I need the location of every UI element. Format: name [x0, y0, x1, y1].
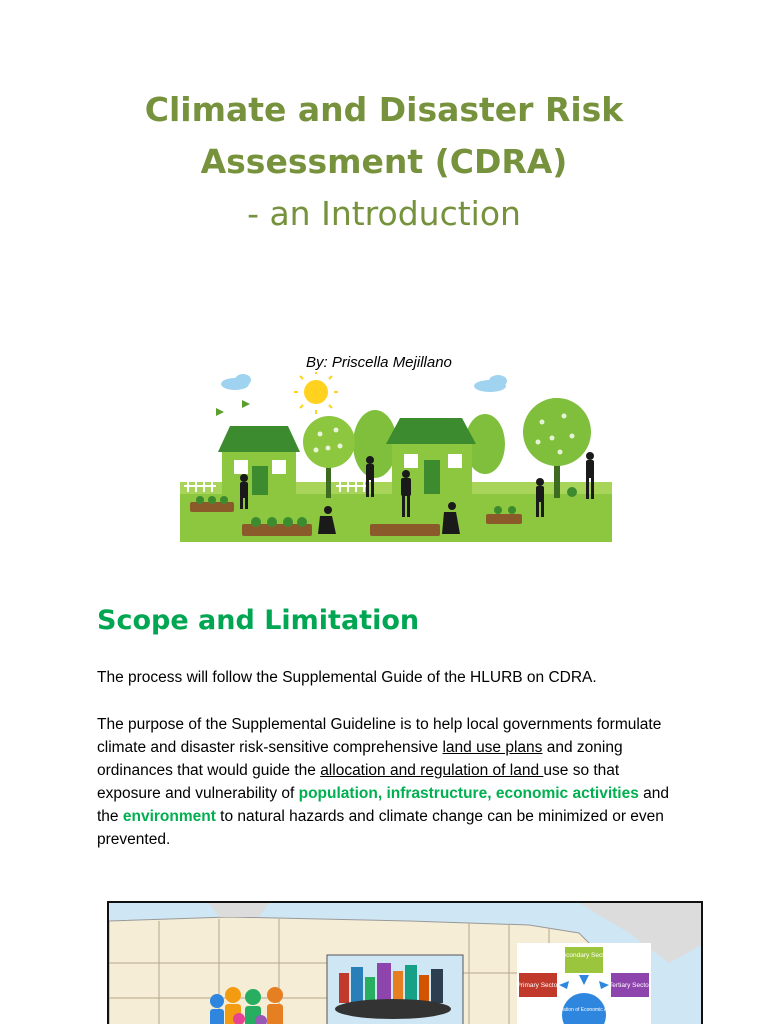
author-byline: By: Priscella Mejillano [306, 354, 452, 371]
primary-sector-label: Primary Sector [516, 982, 560, 989]
highlighted-text: population, infrastructure, economic activities [298, 785, 639, 802]
text-run: to natural hazards and climate change can be minimized or even prevented. [97, 808, 664, 848]
secondary-sector-label: Secondary Sector [558, 952, 610, 959]
cloud-icon [221, 374, 507, 392]
text-run: The purpose of the Supplemental Guideline is to help local governments formulate climate and disaster risk-sensitive comprehensive [97, 716, 662, 756]
us-map-collage [109, 903, 703, 1024]
paragraph-2 [97, 713, 677, 851]
house-icon [386, 418, 476, 494]
map-collage-image [107, 901, 703, 1024]
title-line-2: Assessment (CDRA) [200, 142, 568, 181]
document-title [0, 84, 768, 240]
classification-label: Classification of Economic Activities [544, 1007, 624, 1013]
underlined-text: land use plans [442, 739, 543, 756]
paragraph-1: The process will follow the Supplemental Guide of the HLURB on CDRA. [97, 669, 597, 686]
underlined-text: allocation and regulation of land [320, 762, 544, 779]
section-heading: Scope and Limitation [97, 605, 420, 636]
house-icon [218, 426, 300, 495]
tertiary-sector-label: Tertiary Sector [609, 982, 651, 989]
title-line-1: Climate and Disaster Risk [144, 90, 624, 129]
economic-sectors-diagram [517, 943, 652, 1024]
title-line-3: - an Introduction [247, 194, 521, 233]
text-run: and zoning ordinances that would guide the [97, 739, 623, 779]
community-garden-illustration [180, 372, 612, 542]
text-run: and the [97, 785, 670, 825]
highlighted-text: environment [122, 808, 216, 825]
bird-icon [216, 398, 560, 416]
text-run: use so that exposure and vulnerability of [97, 762, 620, 802]
sun-icon [294, 372, 338, 414]
city-collage-image [327, 955, 463, 1024]
